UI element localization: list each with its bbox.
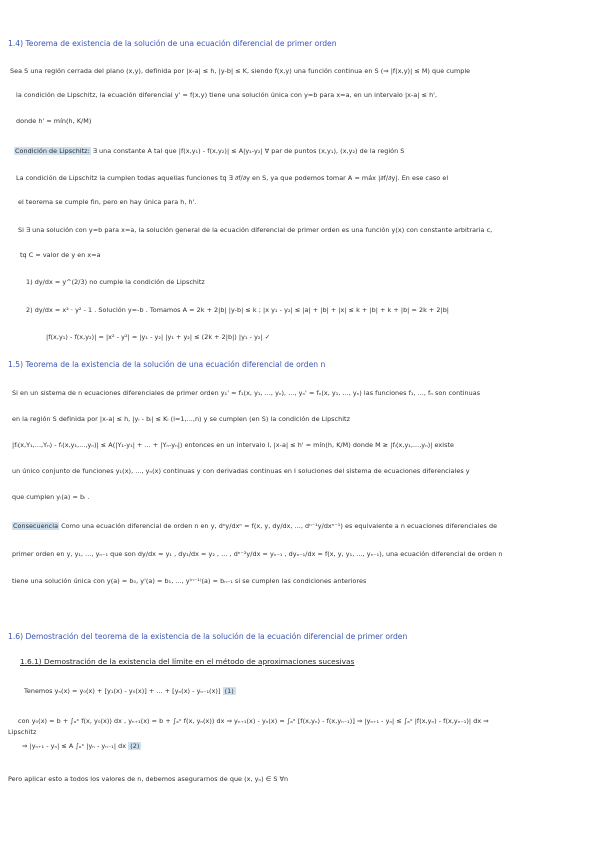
s14-line-9: 1) dy/dx = y^(2/3) no cumple la condición de Lipschitz bbox=[26, 278, 205, 286]
s14-line-2: la condición de Lipschitz, la ecuación diferencial y' = f(x,y) tiene una solución única con y=b para x=a, en un intervalo |x-a| ≤ h', bbox=[16, 91, 438, 99]
section-1-5-title: 1.5) Teorema de la existencia de la solución de una ecuación diferencial de orden n bbox=[8, 360, 326, 369]
s14-line-4 bbox=[14, 147, 593, 156]
s14-line-1: Sea S una región cerrada del plano (x,y), definida por |x-a| ≤ h, |y-b| ≤ K, siendo f(x,y) una función continua en S (⇒ |f(x,y)| ≤ M) que cumple bbox=[10, 67, 471, 75]
s14-line-5: La condición de Lipschitz la cumplen todas aquellas funciones tq ∃ ∂f/∂y en S, ya que podemos tomar A = máx |∂f/∂y|. En ese caso el bbox=[16, 174, 449, 182]
s16-line-5: Pero aplicar esto a todos los valores de n, debemos asegurarnos de que (x, yₙ) ∈ S ∀n bbox=[8, 775, 289, 783]
s16-line-1 bbox=[24, 687, 593, 696]
s14-line-10: 2) dy/dx = x² · y² - 1 . Solución y=-b . Tomamos A = 2k + 2|b| |y-b| ≤ k ; |x y₁ - y₂| ≤ |a| + |b| + |x| ≤ k + |b| + k + |b| = 2k + 2|b| bbox=[26, 306, 450, 314]
equation-tag-1: (1) bbox=[224, 687, 234, 695]
s15-line-8: tiene una solución única con y(a) = b₀, y'(a) = b₁, ..., y⁽ⁿ⁻¹⁾(a) = bₙ₋₁ si se cumplen las condiciones anteriores bbox=[12, 577, 367, 585]
consequence-label: Consecuencia bbox=[13, 522, 59, 530]
equation-tag-2: (2) bbox=[130, 742, 140, 750]
s15-line-3: |fᵢ(x,Y₁,...,Yₙ) - fᵢ(x,y₁,...,yₙ)| ≤ A(|Y₁-y₁| + ... + |Yₙ-yₙ|) entonces en un intervalo I, |x-a| ≤ h' = mín(h, K/M) donde M ≥ |fᵢ(x,y₁,...,yₙ)| existe bbox=[12, 441, 454, 449]
lipschitz-condition-text: ∃ una constante A tal que |f(x,y₁) - f(x,y₂)| ≤ A|y₁-y₂| ∀ par de puntos (x,y₁), (x,y₂) de la región S bbox=[92, 147, 405, 155]
s15-line-6 bbox=[12, 522, 593, 531]
s15-line-4: un único conjunto de funciones y₁(x), ..., yₙ(x) continuas y con derivadas continuas en I soluciones del sistema de ecuaciones diferenciales y bbox=[12, 467, 470, 475]
s16-line-4 bbox=[22, 742, 593, 751]
lipschitz-note: Lipschitz bbox=[8, 728, 37, 736]
section-1-6-1-title: 1.6.1) Demostración de la existencia del límite en el método de aproximaciones sucesivas bbox=[20, 657, 355, 666]
s14-line-11: |f(x,y₁) - f(x,y₂)| = |x² - y²| = |y₁ - y₂| |y₁ + y₂| ≤ (2k + 2|b|) |y₁ - y₂| ✓ bbox=[46, 333, 271, 341]
s14-line-6: el teorema se cumple fin, pero en hay única para h, h'. bbox=[18, 198, 197, 206]
section-1-4-title: 1.4) Teorema de existencia de la solución de una ecuación diferencial de primer orden bbox=[8, 39, 337, 48]
difference-bound: ⇒ |yₙ₊₁ - yₙ| ≤ A ∫ₐˣ |yₙ - yₙ₋₁| dx bbox=[22, 742, 127, 750]
s14-line-3: donde h' = mín(h, K/M) bbox=[16, 117, 92, 125]
successive-approx-sum: Tenemos yₙ(x) = y₀(x) + [y₁(x) - y₀(x)] + ... + [yₙ(x) - yₙ₋₁(x)] bbox=[24, 687, 221, 695]
s14-line-8: tq C = valor de y en x=a bbox=[20, 251, 101, 259]
s15-line-2: en la región S definida por |x-a| ≤ h, |yᵢ - bᵢ| ≤ Kᵢ (i=1,...,n) y se cumplen (en S) la condición de Lipschitz bbox=[12, 415, 351, 423]
s15-line-7: primer orden en y, y₁, ..., yₙ₋₁ que son dy/dx = y₁ , dy₁/dx = y₂ , ... , dⁿ⁻²y/dx = yₙ₋₁ , dyₙ₋₁/dx = f(x, y, y₁, ..., yₙ₋₁), una ecuación diferencial de orden n bbox=[12, 550, 503, 558]
lipschitz-condition-label: Condición de Lipschitz: bbox=[15, 147, 90, 155]
section-1-6-title: 1.6) Demostración del teorema de la existencia de la solución de la ecuación diferencial de primer orden bbox=[8, 632, 408, 641]
s16-line-2: con y₀(x) = b + ∫ₐˣ f(x, y₀(x)) dx , yₙ₊₁(x) = b + ∫ₐˣ f(x, yₙ(x)) dx ⇒ yₙ₊₁(x) - yₙ(x) = ∫ₐˣ [f(x,yₙ) - f(x,yₙ₋₁)] ⇒ |yₙ₊₁ - yₙ| ≤ ∫ₐˣ |f(x,yₙ) - f(x,yₙ₋₁)| dx ⇒ bbox=[18, 717, 489, 725]
s14-line-7: Si ∃ una solución con y=b para x=a, la solución general de la ecuación diferencial de primer orden es una función y(x) con constante arbitraria c, bbox=[18, 226, 493, 234]
consequence-text: Como una ecuación diferencial de orden n en y, dⁿy/dxⁿ = f(x, y, dy/dx, ..., dⁿ⁻¹y/dxⁿ⁻¹) es equivalente a n ecuaciones diferenciales de bbox=[61, 522, 498, 530]
s15-line-1: Si en un sistema de n ecuaciones diferenciales de primer orden y₁' = f₁(x, y₁, ..., yₙ), ..., yₙ' = fₙ(x, y₁, ..., yₙ) las funciones f₁, ..., fₙ son continuas bbox=[12, 389, 481, 397]
s15-line-5: que cumplen yᵢ(a) = bᵢ . bbox=[12, 493, 90, 501]
